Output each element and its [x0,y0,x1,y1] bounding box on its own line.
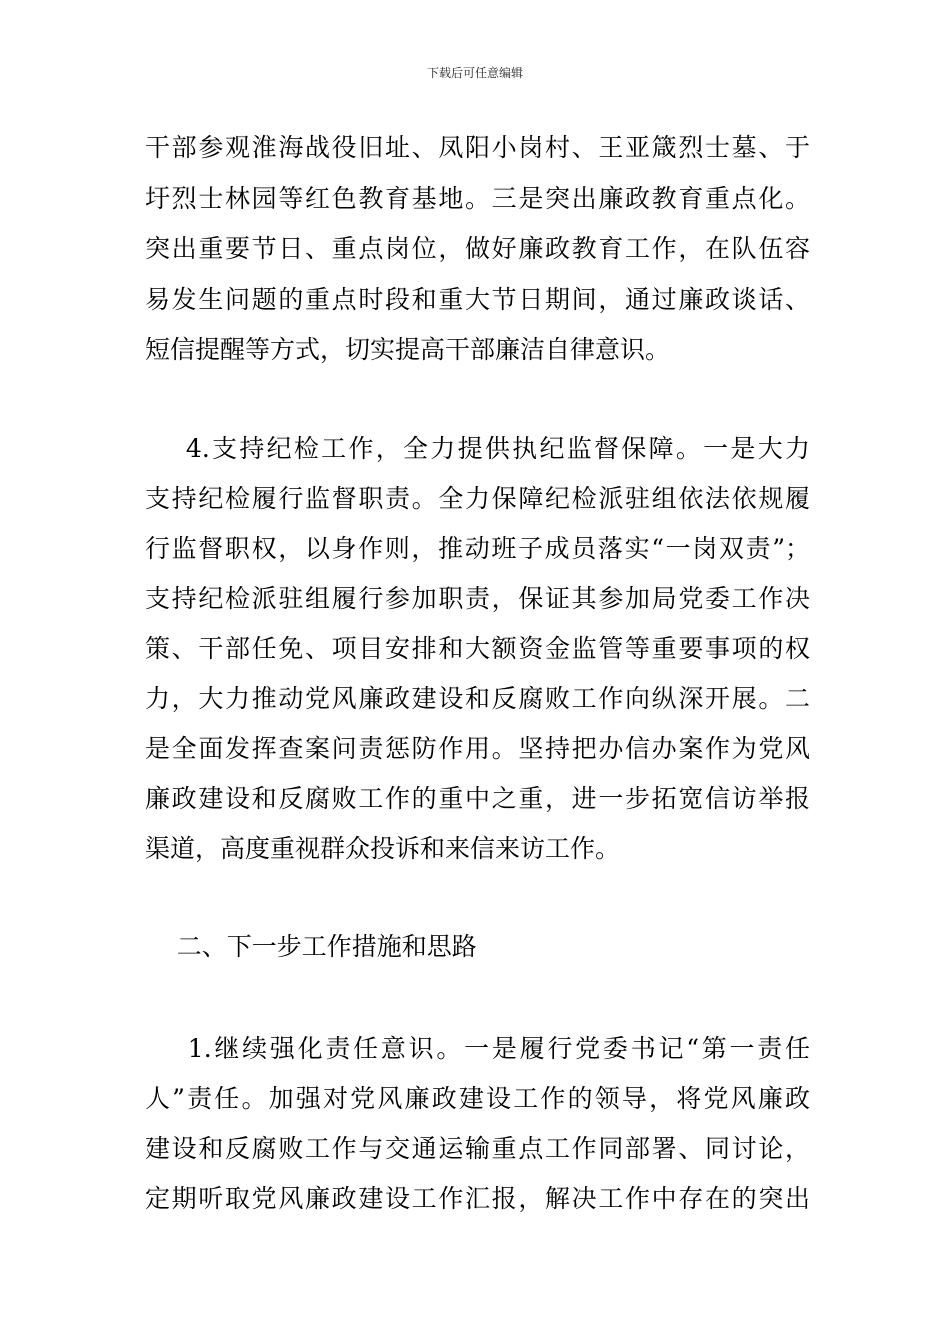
text-line: 1.继续强化责任意识。一是履行党委书记“第一责任 [145,1034,810,1063]
text-line: 支持纪检履行监督职责。全力保障纪检派驻组依法依规履 [145,484,810,513]
text-line: 短信提醒等方式，切实提高干部廉洁自律意识。 [145,335,671,364]
text-line: 行监督职权，以身作则，推动班子成员落实“一岗双责”； [145,534,810,563]
text-line: 圩烈士林园等红色教育基地。三是突出廉政教育重点化。 [145,184,810,213]
text-line: 4.支持纪检工作，全力提供执纪监督保障。一是大力 [145,434,810,463]
text-line: 定期听取党风廉政建设工作汇报，解决工作中存在的突出 [145,1184,810,1213]
text-line: 渠道，高度重视群众投诉和来信来访工作。 [145,834,621,863]
page-header: 下载后可任意编辑 [426,66,523,80]
text-line: 廉政建设和反腐败工作的重中之重，进一步拓宽信访举报 [145,784,810,813]
text-line: 易发生问题的重点时段和重大节日期间，通过廉政谈话、 [145,285,810,314]
text-line: 力，大力推动党风廉政建设和反腐败工作向纵深开展。二 [145,684,810,713]
text-line: 突出重要节日、重点岗位，做好廉政教育工作，在队伍容 [145,234,810,263]
text-line: 是全面发挥查案问责惩防作用。坚持把办信办案作为党风 [145,734,810,763]
text-line: 建设和反腐败工作与交通运输重点工作同部署、同讨论， [145,1134,810,1163]
text-line: 干部参观淮海战役旧址、凤阳小岗村、王亚箴烈士墓、于 [145,133,810,162]
section-heading: 二、下一步工作措施和思路 [145,932,477,961]
text-line: 策、干部任免、项目安排和大额资金监管等重要事项的权 [145,634,810,663]
text-line: 人”责任。加强对党风廉政建设工作的领导，将党风廉政 [145,1084,810,1113]
text-line: 支持纪检派驻组履行参加职责，保证其参加局党委工作决 [145,584,810,613]
